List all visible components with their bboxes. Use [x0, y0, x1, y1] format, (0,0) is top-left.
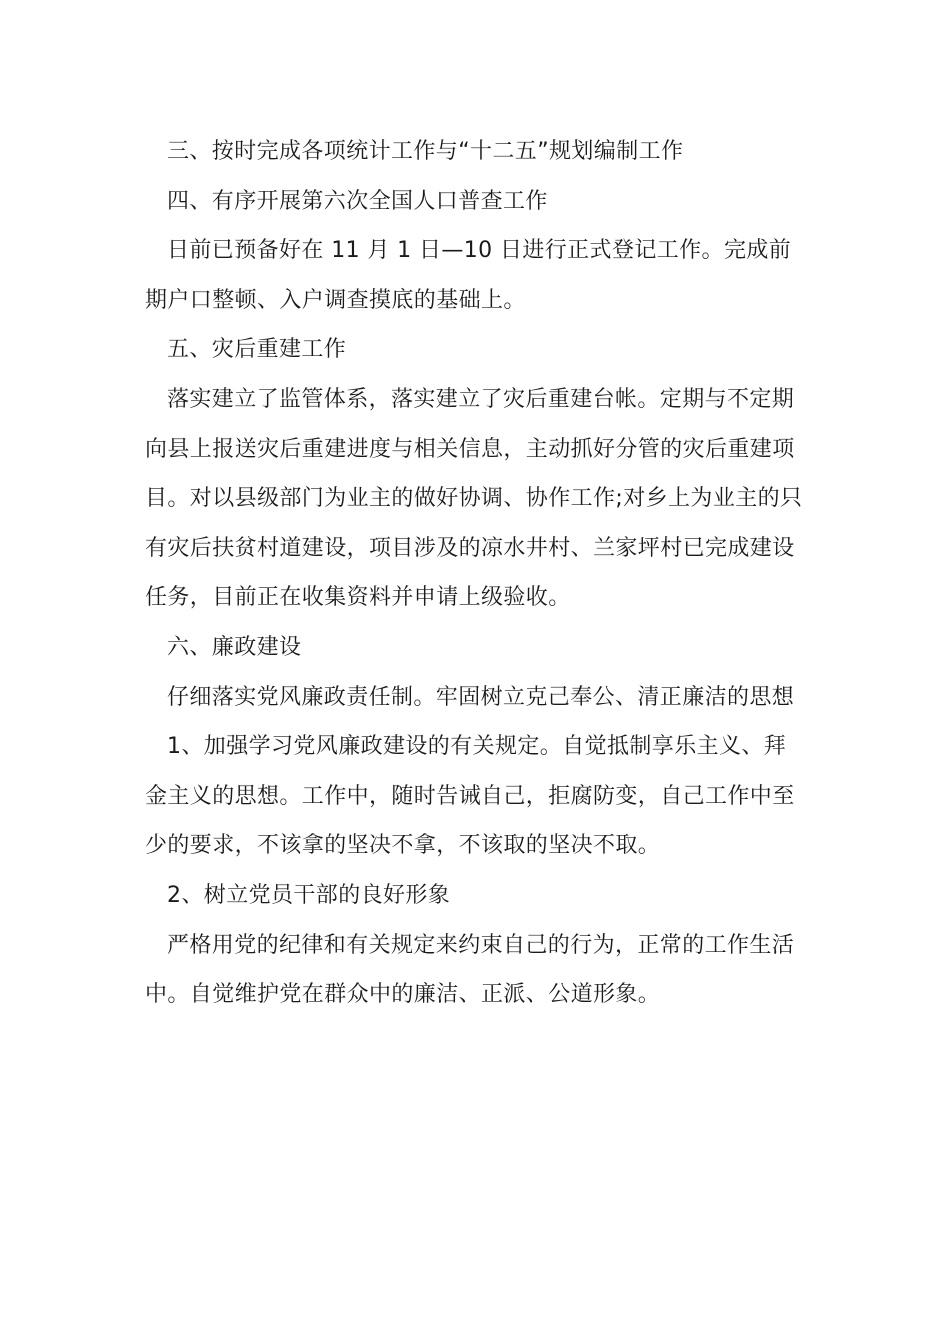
heading-census: 四、有序开展第六次全国人口普查工作 [167, 188, 548, 214]
paragraph-party-discipline: 严格用党的纪律和有关规定来约束自己的行为，正常的工作生活中。自觉维护党在群众中的廉洁、正派、公道形象。 [145, 932, 795, 1008]
document-body [145, 127, 807, 1020]
paragraph-integrity-study: 1、加强学习党风廉政建设的有关规定。自觉抵制享乐主义、拜金主义的思想。工作中，随时告诫自己，拒腐防变，自己工作中至少的要求，不该拿的坚决不拿，不该取的坚决不取。 [145, 734, 795, 859]
paragraph-integrity-responsibility: 仔细落实党风廉政责任制。牢固树立克己奉公、清正廉洁的思想 [167, 684, 795, 710]
heading-statistics-planning: 三、按时完成各项统计工作与“十二五”规划编制工作 [167, 139, 684, 164]
heading-reconstruction: 五、灾后重建工作 [167, 337, 347, 363]
paragraph-census-registration: 日前已预备好在 11 月 1 日—10 日进行正式登记工作。完成前期户口整顿、入户调查摸底的基础上。 [145, 238, 792, 313]
paragraph-reconstruction: 落实建立了监管体系，落实建立了灾后重建台帐。定期与不定期向县上报送灾后重建进度与相关信息，主动抓好分管的灾后重建项目。对以县级部门为业主的做好协调、协作工作;对乡上为业主的只有灾后扶贫村道建设，项目涉及的凉水井村、兰家坪村已完成建设任务，目前正在收集资料并申请上级验收。 [145, 386, 803, 611]
subheading-party-image: 2、树立党员干部的良好形象 [167, 882, 451, 908]
heading-integrity: 六、廉政建设 [167, 634, 302, 660]
